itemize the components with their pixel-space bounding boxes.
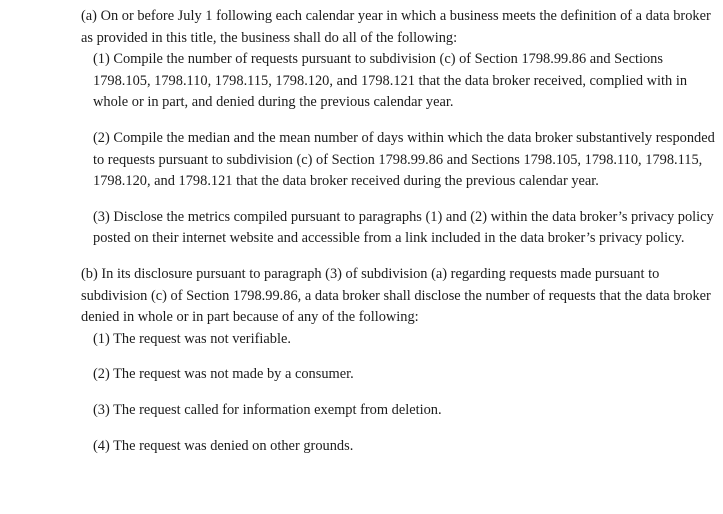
subdivision-b-paragraph-2: (2) The request was not made by a consumer. <box>93 366 354 383</box>
subdivision-b-intro: (b) In its disclosure pursuant to paragraph (3) of subdivision (a) regarding requests made pursuant to subdivision (c) of Section 1798.99.86, a data broker shall disclose the number of requests that the data broker denied in whole or in part because of any of the following: <box>81 265 711 326</box>
subdivision-a-intro: (a) On or before July 1 following each calendar year in which a business meets the definition of a data broker as provided in this title, the business shall do all of the following: <box>81 8 711 46</box>
subdivision-a-paragraph-2: (2) Compile the median and the mean number of days within which the data broker substantively responded to requests pursuant to subdivision (c) of Section 1798.99.86 and Sections 1798.105, 1798.110, 1798.115, 1798.120, and 1798.121 that the data broker received during the previous calendar year. <box>93 129 715 190</box>
subdivision-b-paragraph-4: (4) The request was denied on other grounds. <box>93 437 354 454</box>
subdivision-b-paragraph-3: (3) The request called for information exempt from deletion. <box>93 401 442 418</box>
document-body <box>81 6 721 457</box>
subdivision-b-paragraph-1: (1) The request was not verifiable. <box>93 330 291 347</box>
subdivision-a-paragraph-1: (1) Compile the number of requests pursuant to subdivision (c) of Section 1798.99.86 and Sections 1798.105, 1798.110, 1798.115, 1798.120, and 1798.121 that the data broker received, complied with in whole or in part, and denied during the previous calendar year. <box>93 51 688 111</box>
subdivision-a-paragraph-3: (3) Disclose the metrics compiled pursuant to paragraphs (1) and (2) within the data broker’s privacy policy posted on their internet website and accessible from a link included in the data broker’s privacy policy. <box>93 208 714 247</box>
